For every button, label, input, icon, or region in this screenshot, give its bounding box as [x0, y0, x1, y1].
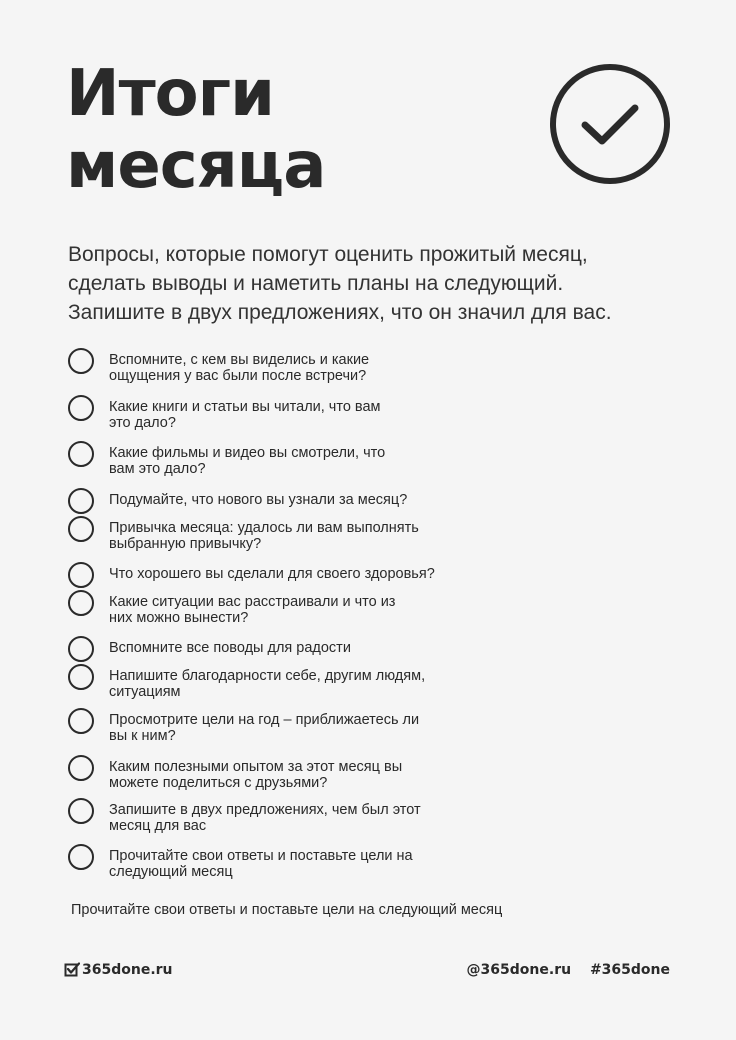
checkbox-circle[interactable] — [68, 798, 94, 824]
question-text: Запишите в двух предложениях, чем был этот месяц для вас — [109, 802, 421, 834]
intro-line-1: Вопросы, которые помогут оценить прожитый месяц, — [68, 243, 588, 266]
intro-line-3: Запишите в двух предложениях, что он значил для вас. — [68, 301, 612, 324]
question-text: Вспомните все поводы для радости — [109, 640, 351, 656]
question-text: Прочитайте свои ответы и поставьте цели на следующий месяц — [109, 848, 413, 880]
checkbox-circle[interactable] — [68, 516, 94, 542]
question-text: Привычка месяца: удалось ли вам выполнять выбранную привычку? — [109, 520, 419, 552]
check-circle-icon — [548, 62, 672, 186]
question-text: Вспомните, с кем вы виделись и какие ощущения у вас были после встречи? — [109, 352, 370, 384]
list-item — [68, 492, 528, 514]
list-item — [68, 802, 528, 834]
brand[interactable] — [64, 962, 173, 978]
question-text: Подумайте, что нового вы узнали за месяц? — [109, 492, 408, 508]
intro-line-2: сделать выводы и наметить планы на следующий. — [68, 272, 564, 295]
question-text: Каким полезными опытом за этот месяц вы можете поделиться с друзьями? — [109, 759, 403, 791]
question-text: Что хорошего вы сделали для своего здоровья? — [109, 566, 435, 582]
page-title — [66, 58, 325, 202]
title-line-2: месяца — [66, 129, 326, 203]
checkbox-circle[interactable] — [68, 590, 94, 616]
checkbox-circle[interactable] — [68, 488, 94, 514]
checkbox-circle[interactable] — [68, 636, 94, 662]
list-item — [68, 759, 528, 791]
list-item — [68, 848, 528, 880]
question-text: Какие книги и статьи вы читали, что вам это дало? — [109, 399, 381, 431]
checkbox-circle[interactable] — [68, 395, 94, 421]
brand-site: 365done.ru — [82, 962, 173, 978]
list-item — [68, 445, 528, 477]
social-links — [467, 962, 670, 978]
checkbox-circle[interactable] — [68, 348, 94, 374]
list-item — [68, 640, 528, 662]
title-line-1: Итоги — [66, 57, 274, 131]
checkbox-circle[interactable] — [68, 664, 94, 690]
checkbox-circle[interactable] — [68, 755, 94, 781]
question-text: Просмотрите цели на год – приближаетесь ли вы к ним? — [109, 712, 420, 744]
list-item — [68, 352, 528, 384]
list-item — [68, 668, 528, 700]
checkbox-circle[interactable] — [68, 708, 94, 734]
list-item — [68, 520, 528, 552]
list-item — [68, 594, 528, 626]
social-handle[interactable]: @365done.ru — [466, 962, 572, 978]
checkbox-circle[interactable] — [68, 562, 94, 588]
question-text: Какие ситуации вас расстраивали и что из них можно вынести? — [109, 594, 396, 626]
checkbox-circle[interactable] — [68, 441, 94, 467]
intro-text — [68, 240, 688, 327]
list-item — [68, 712, 528, 744]
checkbox-check-icon — [64, 962, 80, 978]
question-text: Какие фильмы и видео вы смотрели, что вам это дало? — [109, 445, 386, 477]
footer-note: Прочитайте свои ответы и поставьте цели на следующий месяц — [71, 902, 503, 918]
question-text: Напишите благодарности себе, другим людям, ситуациям — [109, 668, 426, 700]
list-item — [68, 399, 528, 431]
checkbox-circle[interactable] — [68, 844, 94, 870]
list-item — [68, 566, 528, 588]
social-hashtag[interactable]: #365done — [589, 962, 670, 978]
